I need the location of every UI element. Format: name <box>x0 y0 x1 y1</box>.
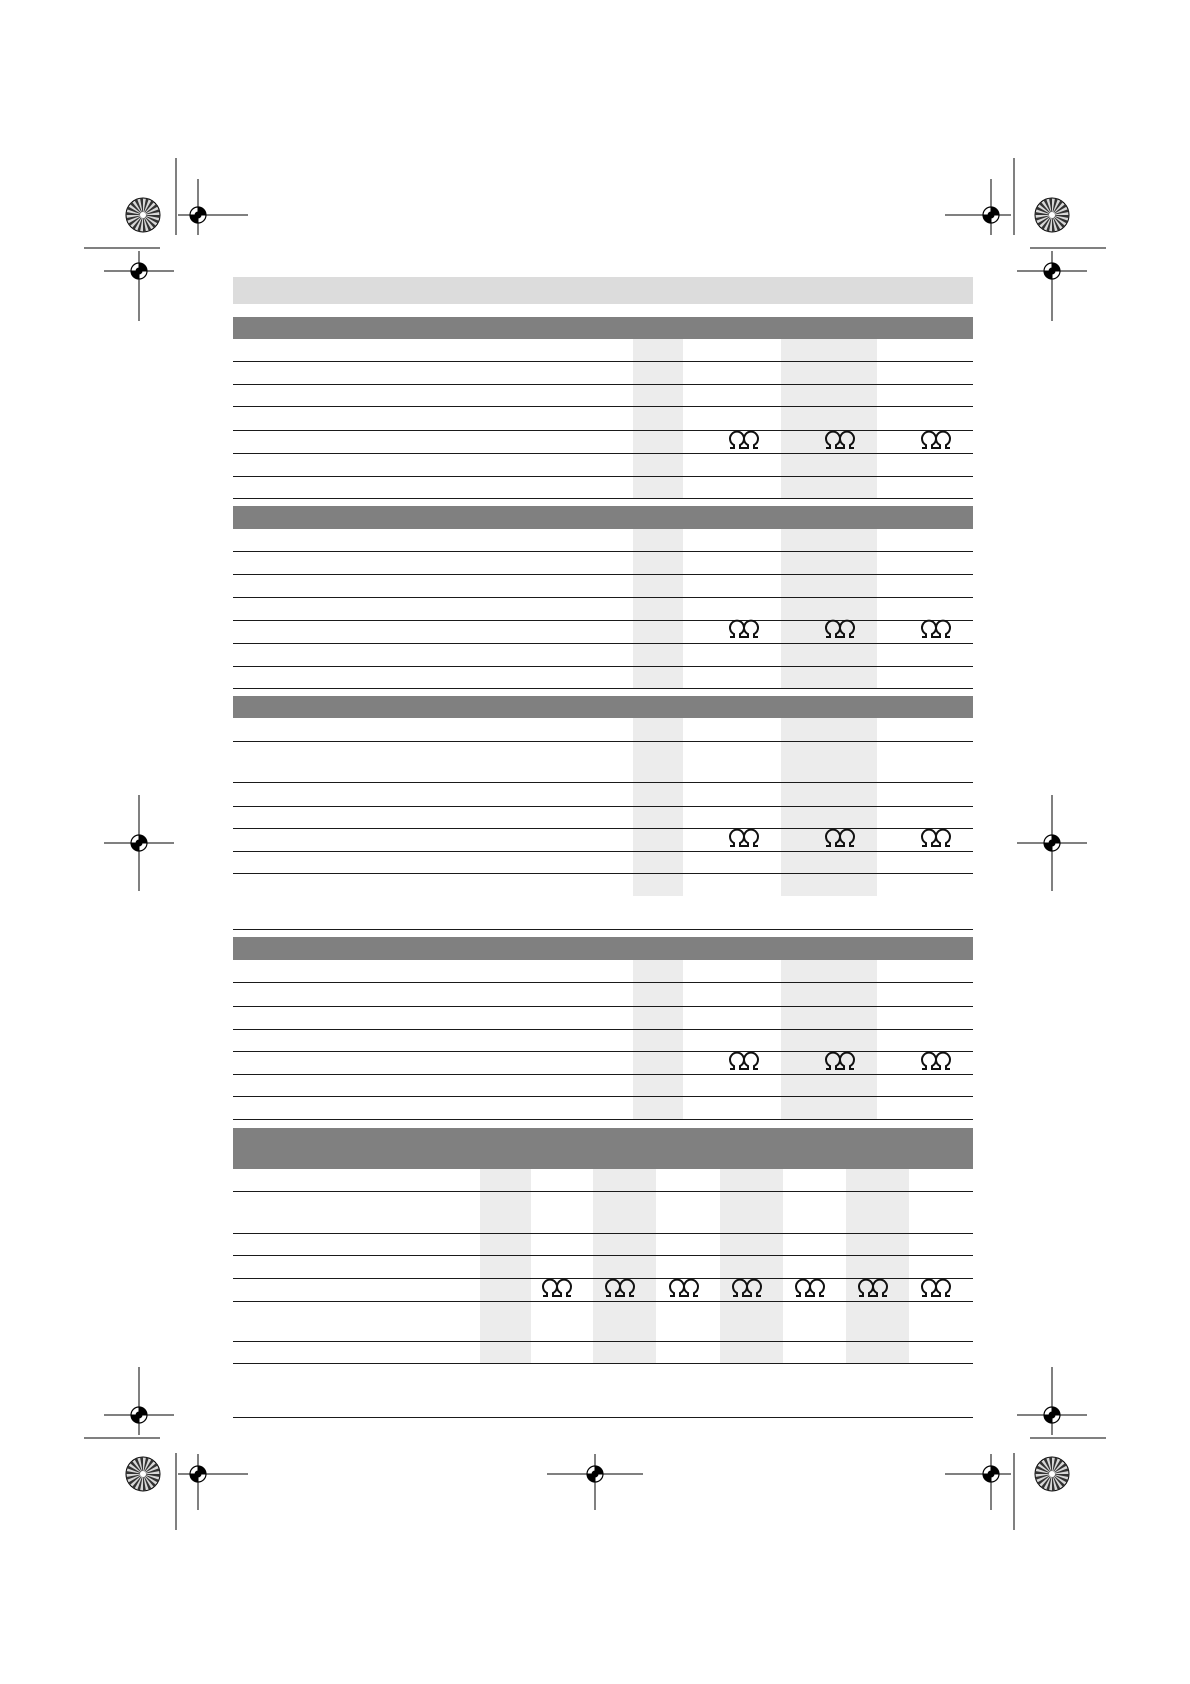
protection-class-icon <box>919 431 953 451</box>
protection-class-icon <box>727 829 761 849</box>
crop-mark-line <box>1014 1453 1016 1531</box>
table-4-row-rule <box>233 1074 973 1075</box>
registration-crosshair-icon <box>1017 1367 1087 1435</box>
table-2-title-bar <box>233 506 973 529</box>
protection-class-icon <box>823 431 857 451</box>
registration-crosshair-icon <box>945 1454 1011 1510</box>
table-3-row-rule <box>233 828 973 829</box>
table-3-shaded-column <box>781 718 877 896</box>
registration-crosshair-icon <box>1017 251 1087 321</box>
table-3-row-rule <box>233 806 973 807</box>
color-wheel-icon <box>124 196 162 234</box>
table-5-row-rule <box>233 1233 973 1234</box>
table-5-shaded-column <box>480 1169 531 1363</box>
protection-class-icon <box>667 1279 701 1299</box>
protection-class-icon <box>730 1279 764 1299</box>
protection-class-icon <box>856 1279 890 1299</box>
table-5-row-rule <box>233 1341 973 1342</box>
table-4-row-rule <box>233 1096 973 1097</box>
table-1-title-bar <box>233 317 973 339</box>
registration-crosshair-icon <box>104 1367 174 1435</box>
table-4-row-rule <box>233 982 973 983</box>
table-2-row-rule <box>233 574 973 575</box>
protection-class-icon <box>727 431 761 451</box>
registration-crosshair-icon <box>104 795 174 891</box>
table-5-row-rule <box>233 1363 973 1364</box>
protection-class-icon <box>823 620 857 640</box>
table-1-row-rule <box>233 384 973 385</box>
crop-mark-line <box>84 248 161 250</box>
table-2-row-rule <box>233 597 973 598</box>
color-wheel-icon <box>124 1455 162 1493</box>
table-1-row-rule <box>233 476 973 477</box>
protection-class-icon <box>919 1279 953 1299</box>
protection-class-icon <box>919 1052 953 1072</box>
table-5-shaded-column <box>846 1169 909 1363</box>
registration-crosshair-icon <box>1017 795 1087 891</box>
registration-crosshair-icon <box>104 251 174 321</box>
crop-mark-line <box>176 158 178 236</box>
table-5-shaded-column <box>720 1169 783 1363</box>
page-header-band <box>233 277 973 304</box>
table-5-row-rule <box>233 1301 973 1302</box>
table-3-row-rule <box>233 741 973 742</box>
protection-class-icon <box>919 620 953 640</box>
table-4-row-rule <box>233 1119 973 1120</box>
table-2-row-rule <box>233 688 973 689</box>
table-3-title-bar <box>233 696 973 718</box>
footer-rule <box>233 1417 973 1418</box>
color-wheel-icon <box>1033 1455 1071 1493</box>
table-5-row-rule <box>233 1191 973 1192</box>
protection-class-icon <box>727 620 761 640</box>
table-3-row-rule <box>233 851 973 852</box>
protection-class-icon <box>540 1279 574 1299</box>
protection-class-icon <box>823 1052 857 1072</box>
table-3-row-rule <box>233 782 973 783</box>
table-1-row-rule <box>233 406 973 407</box>
table-2-shaded-column <box>633 529 683 688</box>
protection-class-icon <box>727 1052 761 1072</box>
crop-mark-line <box>84 1438 161 1440</box>
table-4-row-rule <box>233 1029 973 1030</box>
section-divider <box>233 929 973 930</box>
protection-class-icon <box>823 829 857 849</box>
table-4-row-rule <box>233 1051 973 1052</box>
protection-class-icon <box>919 829 953 849</box>
table-1-row-rule <box>233 361 973 362</box>
registration-crosshair-icon <box>178 179 248 235</box>
color-wheel-icon <box>1033 196 1071 234</box>
crop-mark-line <box>1030 1438 1107 1440</box>
table-2-row-rule <box>233 551 973 552</box>
table-1-row-rule <box>233 430 973 431</box>
table-2-row-rule <box>233 643 973 644</box>
table-3-row-rule <box>233 873 973 874</box>
table-5-title-bar <box>233 1128 973 1169</box>
table-1-row-rule <box>233 453 973 454</box>
table-2-shaded-column <box>781 529 877 688</box>
table-1-shaded-column <box>633 339 683 498</box>
table-1-shaded-column <box>781 339 877 498</box>
registration-crosshair-icon <box>945 179 1011 235</box>
table-1-row-rule <box>233 498 973 499</box>
registration-crosshair-icon <box>547 1454 643 1510</box>
table-5-shaded-column <box>593 1169 656 1363</box>
protection-class-icon <box>793 1279 827 1299</box>
crop-mark-line <box>1014 158 1016 236</box>
table-4-title-bar <box>233 937 973 960</box>
table-3-shaded-column <box>633 718 683 896</box>
crop-mark-line <box>176 1453 178 1531</box>
crop-mark-line <box>1030 248 1107 250</box>
registration-crosshair-icon <box>178 1454 248 1510</box>
table-2-row-rule <box>233 620 973 621</box>
table-4-row-rule <box>233 1006 973 1007</box>
protection-class-icon <box>603 1279 637 1299</box>
table-5-row-rule <box>233 1255 973 1256</box>
table-2-row-rule <box>233 666 973 667</box>
